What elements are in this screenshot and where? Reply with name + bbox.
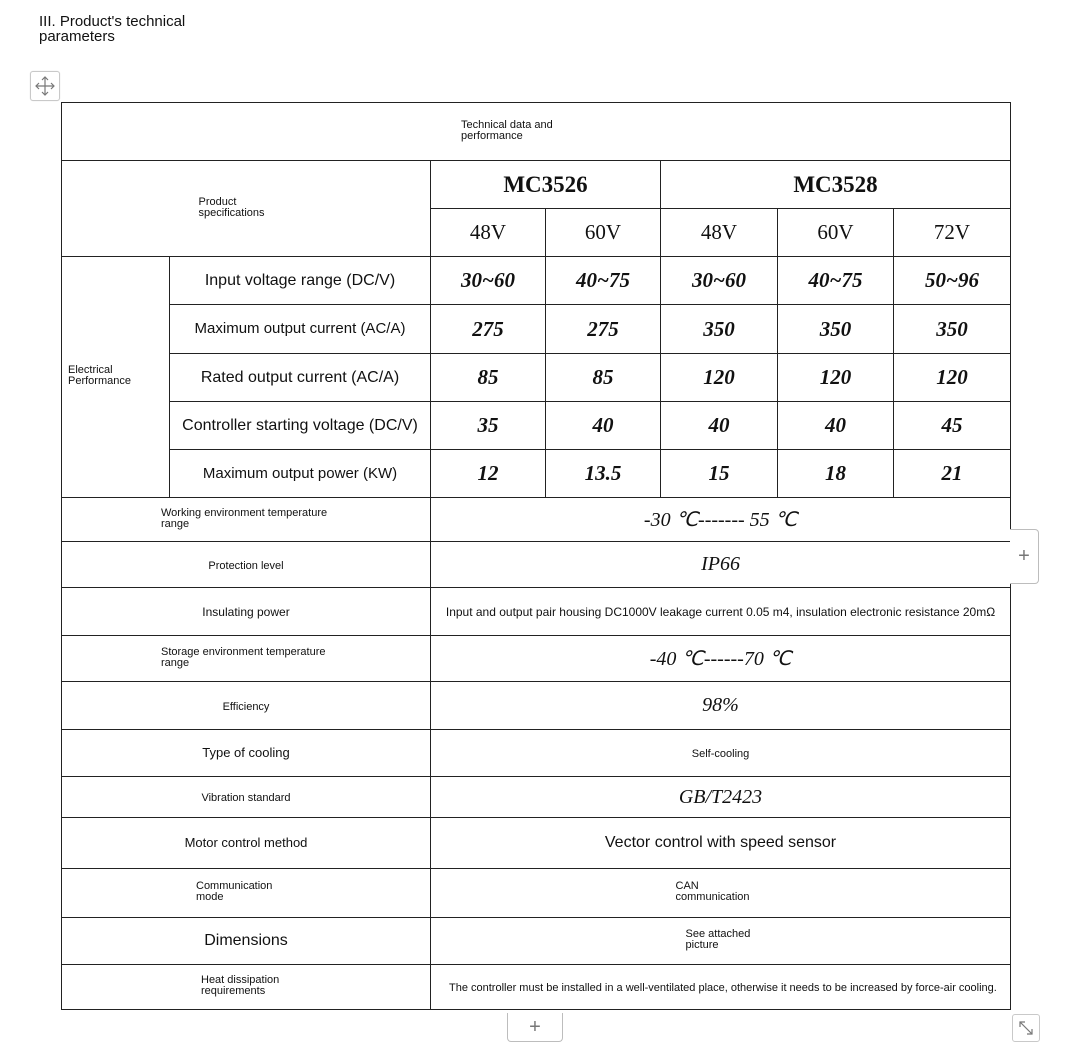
cell-value: 85 [477,365,499,389]
table-row [62,918,1011,965]
voltage-header-cell[interactable] [546,209,661,257]
row-label-cell[interactable] [62,965,431,1010]
cell-value: 275 [587,316,619,341]
value-cell[interactable] [778,402,894,450]
cell-value: 21 [941,461,963,485]
row-label-cell[interactable] [170,305,431,354]
cell-value: The controller must be installed in a well-ventilated place, otherwise it needs to be increased by force-air cooling. [449,982,997,994]
cell-value: Input and output pair housing DC1000V leakage current 0.05 m4, insulation electronic resistance 20mΩ [445,604,996,619]
value-cell[interactable] [661,402,778,450]
value-cell[interactable] [431,777,1011,818]
value-cell[interactable] [546,305,661,354]
row-label: Efficiency [222,700,270,713]
value-cell[interactable] [431,354,546,402]
cell-value: 120 [936,365,968,389]
value-cell[interactable] [778,257,894,305]
row-label: Motor control method [184,835,308,850]
voltage-header-cell[interactable] [431,209,546,257]
cell-value: 350 [703,316,735,341]
voltage-header-cell[interactable] [894,209,1011,257]
row-label: Insulating power [202,604,290,619]
cell-value: CAN communication [675,880,750,903]
table-row [62,305,1011,354]
row-label: Maximum output power (KW) [202,464,398,482]
table-title-cell[interactable] [62,103,1011,161]
model-name: MC3526 [503,171,588,197]
table-row [62,498,1011,542]
cell-value: 40 [708,413,730,437]
value-cell[interactable] [431,305,546,354]
row-label-cell[interactable] [170,402,431,450]
value-cell[interactable] [431,965,1011,1010]
value-cell[interactable] [431,869,1011,918]
row-label-cell[interactable] [62,918,431,965]
cell-value: 50~96 [925,268,979,292]
electrical-group-cell[interactable] [62,257,170,498]
value-cell[interactable] [661,354,778,402]
plus-icon: + [529,1015,541,1038]
cell-value: 12 [477,461,499,485]
value-cell[interactable] [431,636,1011,682]
table-row [62,869,1011,918]
value-cell[interactable] [431,542,1011,588]
cell-value: See attached picture [685,928,751,951]
technical-parameters-table [61,102,1011,1010]
row-label: Input voltage range (DC/V) [204,271,396,289]
value-cell[interactable] [661,257,778,305]
add-column-button[interactable] [1010,529,1039,584]
value-cell[interactable] [431,730,1011,777]
spec-label-cell[interactable] [62,161,431,257]
cell-value: 120 [819,365,852,389]
model-name: MC3528 [793,171,878,197]
row-label-cell[interactable] [62,730,431,777]
row-label-cell[interactable] [62,636,431,682]
row-label: Communication mode [196,880,273,903]
row-label-cell[interactable] [170,257,431,305]
cell-value: GB/T2423 [678,785,763,808]
cell-value: 13.5 [584,461,622,485]
value-cell[interactable] [546,450,661,498]
row-label-cell[interactable] [62,682,431,730]
value-cell[interactable] [431,682,1011,730]
table-row [62,450,1011,498]
row-label: Dimensions [204,932,288,949]
row-label-cell[interactable] [62,777,431,818]
cell-value: 40 [592,413,614,437]
value-cell[interactable] [894,402,1011,450]
cell-value: 35 [477,413,499,437]
row-label: Storage environment temperature range [161,645,326,669]
value-cell[interactable] [431,498,1011,542]
value-cell[interactable] [778,450,894,498]
cell-value: 30~60 [692,268,746,292]
row-label-cell[interactable] [62,542,431,588]
value-cell[interactable] [546,354,661,402]
voltage-label: 60V [817,220,854,244]
cell-value: 40 [825,413,846,437]
value-cell[interactable] [894,354,1011,402]
move-icon [34,75,56,97]
table-title: Technical data and performance [461,118,553,142]
value-cell[interactable] [661,305,778,354]
table-row [62,818,1011,869]
electrical-group-label: Electrical Performance [68,364,131,387]
value-cell[interactable] [894,450,1011,498]
value-cell[interactable] [431,918,1011,965]
table-row [62,682,1011,730]
resize-icon [1017,1019,1035,1037]
row-label-cell[interactable] [62,818,431,869]
table-row [62,588,1011,636]
cell-value: 40~75 [576,268,630,292]
row-label: Protection level [208,559,284,572]
section-heading: III. Product's technical parameters [39,13,186,45]
value-cell[interactable] [431,257,546,305]
row-label: Heat dissipation requirements [201,974,280,997]
spec-label: Product specifications [198,195,265,219]
voltage-label: 48V [700,220,738,244]
cell-value: 85 [592,365,614,389]
row-label: Type of cooling [202,745,290,760]
table-row [62,257,1011,305]
cell-value: Self-cooling [691,748,750,760]
model-header-cell[interactable] [431,161,661,209]
row-label: Rated output current (AC/A) [200,368,400,386]
add-row-button[interactable] [507,1013,563,1042]
value-cell[interactable] [431,588,1011,636]
value-cell[interactable] [661,450,778,498]
row-label: Working environment temperature range [161,506,328,530]
table-row [62,965,1011,1010]
table-resize-handle[interactable] [1012,1014,1040,1042]
table-move-handle[interactable] [30,71,60,101]
cell-value: 275 [472,316,504,341]
row-label-cell[interactable] [170,354,431,402]
table-row [62,354,1011,402]
voltage-label: 48V [469,220,507,244]
voltage-header-cell[interactable] [778,209,894,257]
cell-value: IP66 [701,553,740,575]
voltage-header-cell[interactable] [661,209,778,257]
cell-value: 40~75 [808,268,863,292]
table-row [62,542,1011,588]
value-cell[interactable] [431,450,546,498]
cell-value: -40 ℃------70 ℃ [649,648,792,670]
table-row [62,636,1011,682]
row-label-cell[interactable] [170,450,431,498]
row-label-cell[interactable] [62,588,431,636]
row-label: Controller starting voltage (DC/V) [182,416,418,434]
cell-value: -30 ℃------- 55 ℃ [643,509,798,531]
row-label-cell[interactable] [62,869,431,918]
voltage-label: 60V [584,220,622,244]
voltage-label: 72V [933,220,971,244]
value-cell[interactable] [894,305,1011,354]
cell-value: 350 [819,316,852,341]
cell-value: 30~60 [461,268,515,292]
value-cell[interactable] [546,402,661,450]
cell-value: 18 [825,461,846,485]
model-header-cell[interactable] [661,161,1011,209]
value-cell[interactable] [431,818,1011,869]
row-label: Vibration standard [201,792,291,804]
plus-icon: + [1018,545,1030,567]
table-row [62,777,1011,818]
value-cell[interactable] [894,257,1011,305]
value-cell[interactable] [431,402,546,450]
cell-value: 350 [936,316,968,341]
value-cell[interactable] [546,257,661,305]
cell-value: 45 [941,413,963,437]
value-cell[interactable] [778,354,894,402]
cell-value: 98% [702,694,739,716]
value-cell[interactable] [778,305,894,354]
table-row [62,730,1011,777]
row-label: Maximum output current (AC/A) [194,320,406,337]
cell-value: 15 [708,461,730,485]
cell-value: 120 [703,365,735,389]
table-row [62,402,1011,450]
cell-value: Vector control with speed sensor [604,834,837,851]
row-label-cell[interactable] [62,498,431,542]
